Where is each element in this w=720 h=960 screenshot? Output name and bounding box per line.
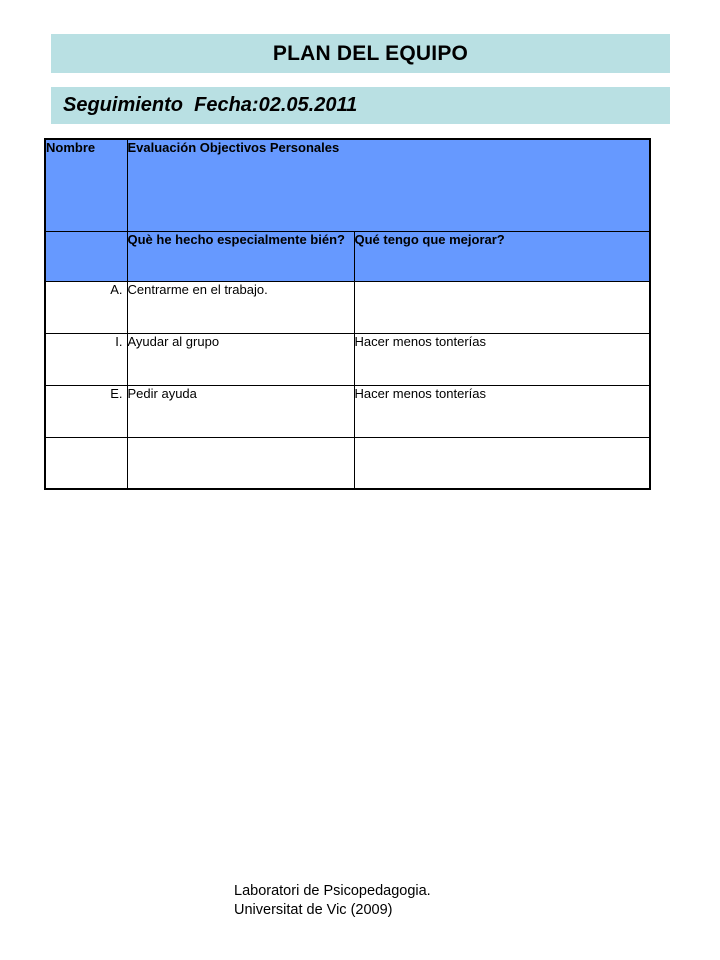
row-done-cell: Pedir ayuda <box>127 385 354 437</box>
table-header-row <box>45 139 650 231</box>
table-row <box>45 437 650 489</box>
subheader-done-cell: Què he hecho especialmente bién? <box>127 231 354 281</box>
header-name-cell: Nombre <box>45 139 127 231</box>
row-improve-cell: Hacer menos tonterías <box>354 333 650 385</box>
title-bar <box>51 34 670 73</box>
row-improve-cell: Hacer menos tonterías <box>354 385 650 437</box>
subheader-empty-cell <box>45 231 127 281</box>
table-row <box>45 385 650 437</box>
row-done-cell: Ayudar al grupo <box>127 333 354 385</box>
row-name-cell <box>45 437 127 489</box>
subheader-improve-cell: Qué tengo que mejorar? <box>354 231 650 281</box>
header-eval-cell: Evaluación Objectivos Personales <box>127 139 650 231</box>
page-subtitle: Seguimiento Fecha:02.05.2011 <box>63 94 358 116</box>
plan-table <box>44 138 651 490</box>
row-improve-cell <box>354 437 650 489</box>
footer-line-1: Laboratori de Psicopedagogia. <box>234 883 431 899</box>
row-name-cell: I. <box>45 333 127 385</box>
table-row <box>45 281 650 333</box>
table-subheader-row <box>45 231 650 281</box>
table-row <box>45 333 650 385</box>
row-done-cell: Centrarme en el trabajo. <box>127 281 354 333</box>
row-name-cell: A. <box>45 281 127 333</box>
footer-credit <box>234 882 431 920</box>
subtitle-bar <box>51 87 670 124</box>
row-improve-cell <box>354 281 650 333</box>
page-title: PLAN DEL EQUIPO <box>272 41 469 65</box>
row-done-cell <box>127 437 354 489</box>
row-name-cell: E. <box>45 385 127 437</box>
footer-line-2: Universitat de Vic (2009) <box>234 902 393 918</box>
